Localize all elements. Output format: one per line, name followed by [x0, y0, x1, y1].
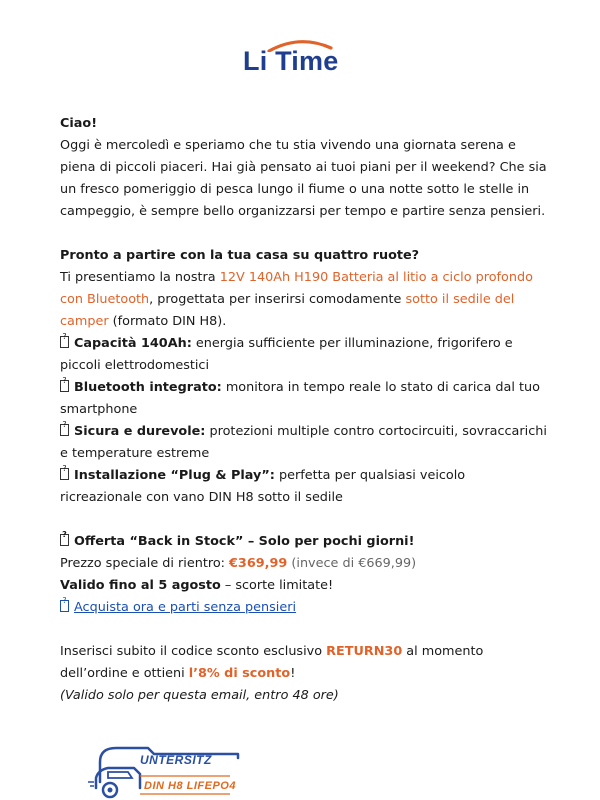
- greeting: Ciao!: [60, 116, 98, 131]
- camper-logo-line2: DIN H8 LIFEPO4: [144, 780, 236, 792]
- feature-text: monitora in tempo reale lo stato di carica dal tuo smartphone: [60, 380, 540, 417]
- feature-title: Sicura e durevole:: [74, 424, 206, 439]
- validity-line: [60, 575, 550, 597]
- discount-percent: l’8% di sconto: [188, 666, 291, 681]
- product-intro-pre: Ti presentiamo la nostra: [60, 270, 220, 285]
- feature-title: Bluetooth integrato:: [74, 380, 222, 395]
- buy-now-label: Acquista ora e parti senza pensieri: [74, 600, 297, 615]
- discount-post: !: [290, 666, 296, 681]
- missing-glyph-icon: [60, 424, 69, 436]
- buy-now-link[interactable]: [60, 600, 296, 615]
- missing-glyph-icon: [60, 534, 69, 546]
- offer-heading: [60, 531, 550, 553]
- missing-glyph-icon: [60, 468, 69, 480]
- special-price: €369,99: [229, 556, 288, 571]
- feature-item: [60, 333, 550, 377]
- discount-paragraph: [60, 641, 550, 685]
- litime-logo: [243, 38, 363, 80]
- feature-item: [60, 465, 550, 509]
- logo-text: Li Time: [243, 46, 339, 76]
- cta-line: [60, 597, 550, 619]
- discount-note: (Valido solo per questa email, entro 48 ore): [60, 688, 339, 703]
- feature-item: [60, 377, 550, 421]
- price-label: Prezzo speciale di rientro:: [60, 556, 230, 571]
- feature-text: perfetta per qualsiasi veicolo ricreazionale con vano DIN H8 sotto il sedile: [60, 468, 466, 505]
- camper-logo-line1: UNTERSITZ: [140, 753, 212, 767]
- old-price: (invece di €669,99): [287, 556, 417, 571]
- placement-text: sotto il sedile del camper: [60, 292, 515, 329]
- validity-note: – scorte limitate!: [220, 578, 334, 593]
- feature-title: Installazione “Plug & Play”:: [74, 468, 275, 483]
- intro-paragraph: Oggi è mercoledì e speriamo che tu stia vivendo una giornata serena e piena di piccoli piaceri. Hai già pensato ai tuoi piani per il weekend? Che sia un fresco pomeriggio di pesca lungo il fiume o una notte sotto le stelle in campeggio, è sempre bello organizzarsi per tempo e partire senza pensieri.: [60, 138, 547, 219]
- offer-heading-text: Offerta “Back in Stock” – Solo per pochi giorni!: [74, 534, 415, 549]
- discount-code: RETURN30: [326, 644, 403, 659]
- missing-glyph-icon: [60, 380, 69, 392]
- product-intro-mid: , progettata per inserirsi comodamente: [149, 292, 406, 307]
- feature-text: energia sufficiente per illuminazione, frigorifero e piccoli elettrodomestici: [60, 336, 513, 373]
- product-intro-post: (formato DIN H8).: [108, 314, 227, 329]
- missing-glyph-icon: [60, 336, 69, 348]
- product-intro: [60, 267, 550, 333]
- camper-logo: [88, 742, 248, 800]
- discount-pre: Inserisci subito il codice sconto esclusivo: [60, 644, 327, 659]
- discount-mid: al momento dell’ordine e ottieni: [60, 644, 484, 681]
- product-name: 12V 140Ah H190 Batteria al litio a ciclo profondo con Bluetooth: [60, 270, 533, 307]
- feature-item: [60, 421, 550, 465]
- feature-title: Capacità 140Ah:: [74, 336, 192, 351]
- email-body: [60, 113, 550, 707]
- price-line: [60, 553, 550, 575]
- section-heading: Pronto a partire con la tua casa su quattro ruote?: [60, 248, 420, 263]
- validity-date: Valido fino al 5 agosto: [60, 578, 221, 593]
- feature-text: protezioni multiple contro cortocircuiti, sovraccarichi e temperature estreme: [60, 424, 547, 461]
- missing-glyph-icon: [60, 600, 69, 612]
